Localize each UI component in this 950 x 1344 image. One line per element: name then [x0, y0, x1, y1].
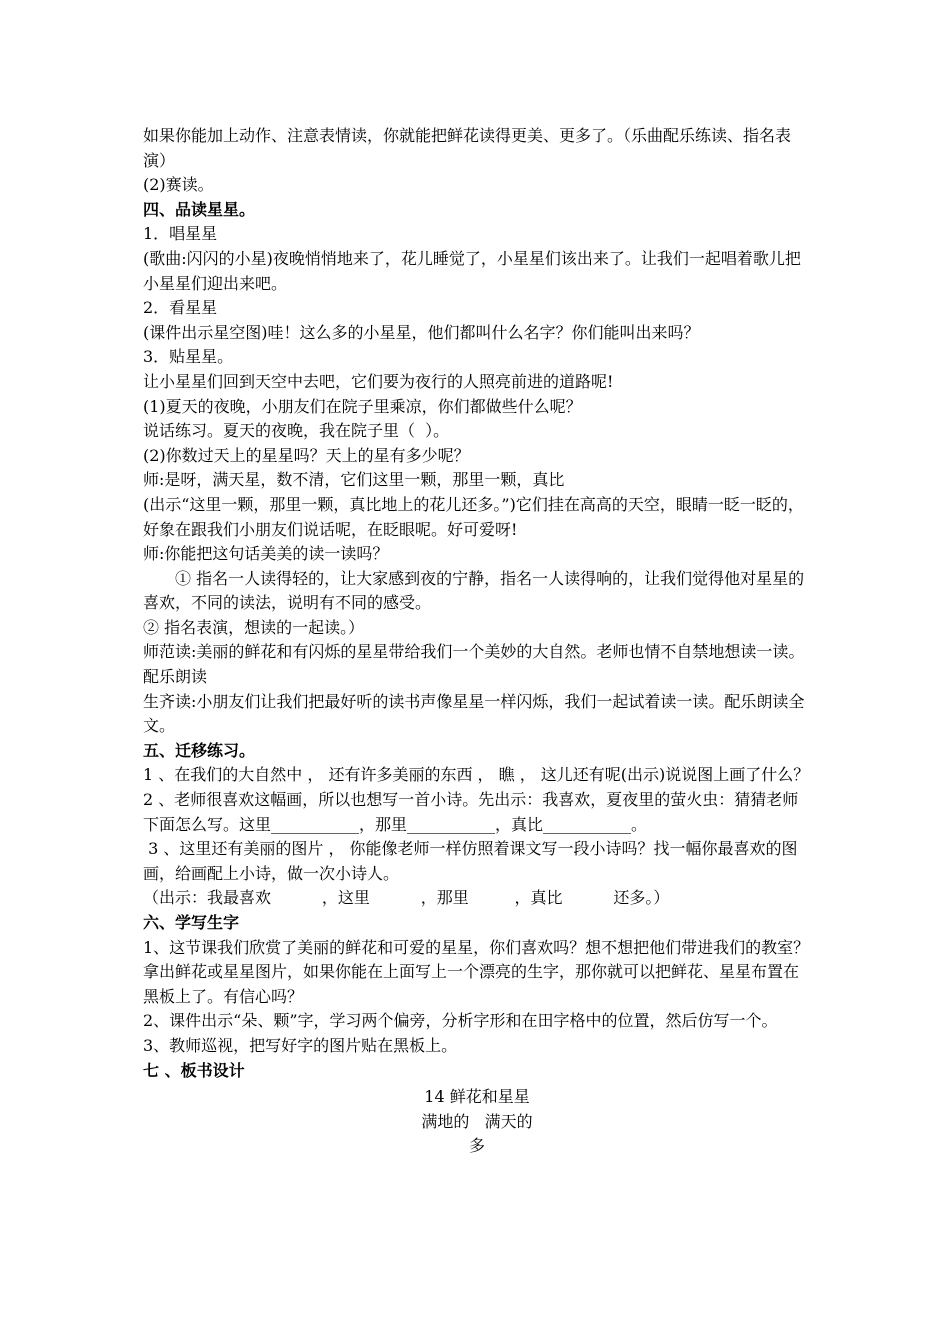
- paragraph: (歌曲:闪闪的小星)夜晚悄悄地来了，花儿睡觉了，小星星们该出来了。让我们一起唱着歌儿把小星星们迎出来吧。: [143, 248, 801, 293]
- section-heading: 四、品读星星。: [143, 199, 256, 219]
- paragraph: 1 、在我们的大自然中 ， 还有许多美丽的东西 ， 瞧 ， 这儿还有呢(出示)说说图上画了什么？: [143, 765, 810, 785]
- paragraph: (课件出示星空图)哇！这么多的小星星，他们都叫什么名字？你们能叫出来吗？: [143, 322, 700, 342]
- document-body: [143, 124, 811, 1159]
- paragraph: (1)夏天的夜晚，小朋友们在院子里乘凉，你们都做些什么呢？: [143, 396, 582, 416]
- paragraph: 2 、老师很喜欢这幅画，所以也想写一首小诗。先出示：我喜欢，夏夜里的萤火虫：猜猜老师下面怎么写。这里___________，那里___________，真比___________。: [143, 790, 799, 834]
- paragraph: 如果你能加上动作、注意表情读，你就能把鲜花读得更美、更多了。（乐曲配乐练读、指名表演）: [143, 126, 792, 170]
- paragraph: ② 指名表演，想读的一起读。）: [143, 617, 365, 637]
- paragraph: 生齐读:小朋友们让我们把最好听的读书声像星星一样闪烁，我们一起试着读一读。配乐朗读全文。: [143, 691, 805, 736]
- paragraph: （出示：我最喜欢 ，这里 ，那里 ，真比 还多。）: [143, 888, 670, 908]
- paragraph: (2)赛读。: [143, 175, 214, 195]
- board-line: 满地的 满天的: [421, 1111, 533, 1131]
- paragraph: 3、教师巡视，把写好字的图片贴在黑板上。: [143, 1035, 458, 1055]
- paragraph: 说话练习。夏天的夜晚，我在院子里（ ）。: [143, 421, 450, 441]
- paragraph: 1、这节课我们欣赏了美丽的鲜花和可爱的星星，你们喜欢吗？想不想把他们带进我们的教室？拿出鲜花或星星图片，如果你能在上面写上一个漂亮的生字，那你就可以把鲜花、星星布置在黑板上了。有信心吗？: [143, 937, 810, 1006]
- board-title: 14 鲜花和星星: [424, 1087, 530, 1107]
- paragraph: 让小星星们回到天空中去吧，它们要为夜行的人照亮前进的道路呢!: [143, 371, 614, 391]
- paragraph: (2)你数过天上的星星吗？天上的星有多少呢？: [143, 445, 470, 465]
- paragraph: 1．唱星星: [143, 224, 218, 244]
- section-heading: 六、学写生字: [143, 913, 240, 932]
- paragraph: (出示“这里一颗，那里一颗，真比地上的花儿还多。”)它们挂在高高的天空，眼睛一眨一眨的，好象在跟我们小朋友们说话呢，在眨眼呢。好可爱呀!: [143, 494, 804, 539]
- paragraph: 师范读:美丽的鲜花和有闪烁的星星带给我们一个美妙的大自然。老师也情不自禁地想读一读。配乐朗读: [143, 642, 805, 687]
- section-heading: 五、迁移练习。: [143, 740, 256, 760]
- paragraph: 师:是呀，满天星，数不清，它们这里一颗，那里一颗，真比: [143, 470, 565, 490]
- paragraph: 3 、这里还有美丽的图片 ， 你能像老师一样仿照着课文写一段小诗吗？找一幅你最喜欢的图画，给画配上小诗，做一次小诗人。: [143, 839, 798, 883]
- paragraph: ① 指名一人读得轻的，让大家感到夜的宁静，指名一人读得响的，让我们觉得他对星星的喜欢，不同的读法，说明有不同的感受。: [143, 568, 805, 613]
- board-line: 多: [468, 1136, 485, 1156]
- section-heading: 七 、板书设计: [143, 1060, 245, 1080]
- board-design: [143, 1085, 811, 1159]
- paragraph: 师:你能把这句话美美的读一读吗？: [143, 544, 389, 564]
- paragraph: 3．贴星星。: [143, 347, 234, 367]
- paragraph: 2．看星星: [143, 298, 218, 318]
- paragraph: 2、课件出示“朵、颗”字，学习两个偏旁，分析字形和在田字格中的位置，然后仿写一个。: [143, 1011, 778, 1031]
